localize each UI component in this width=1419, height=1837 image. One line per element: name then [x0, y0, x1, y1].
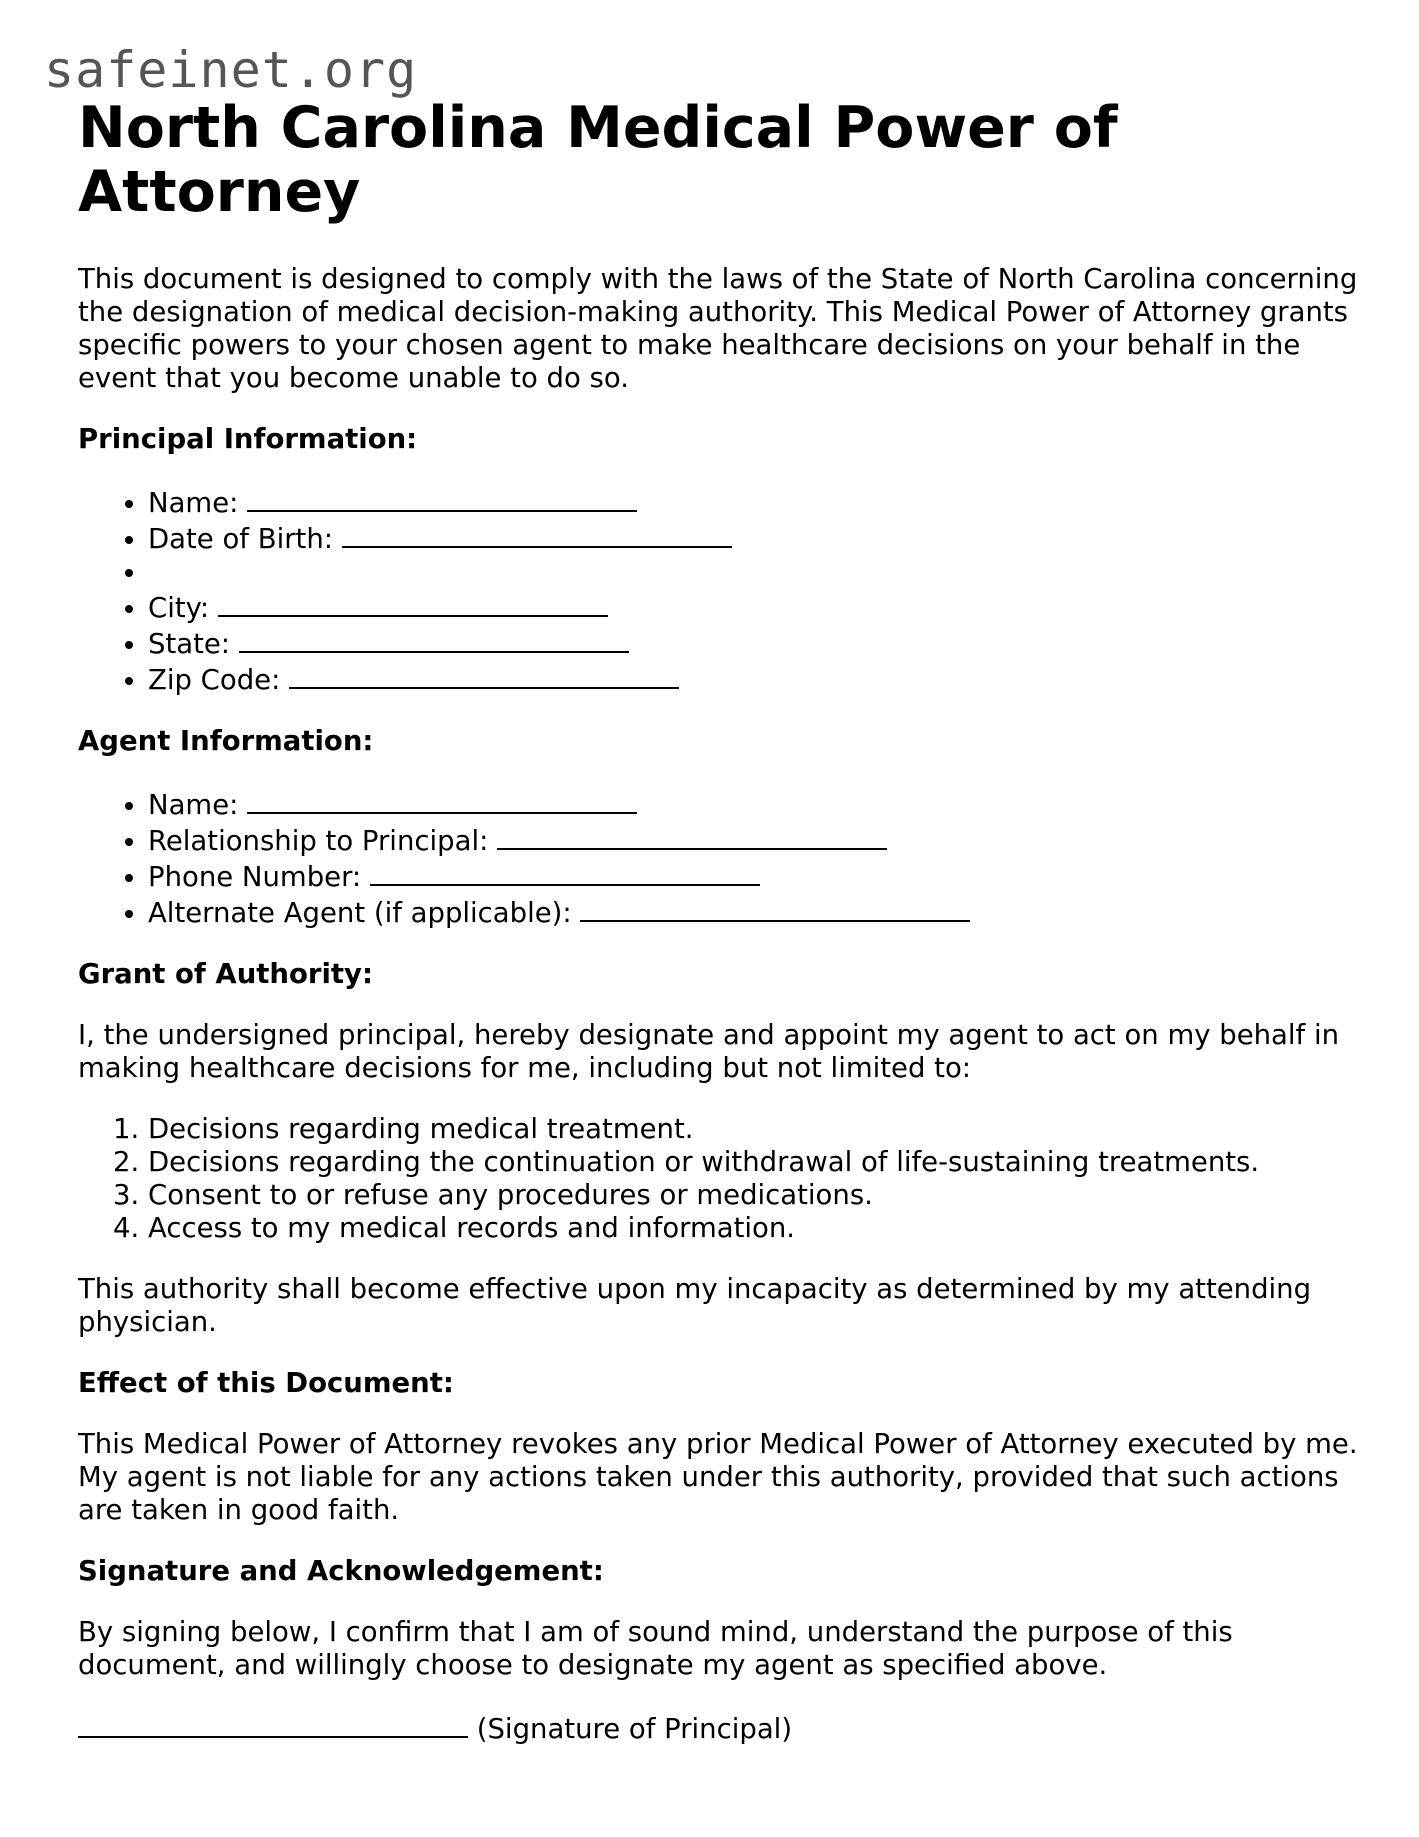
- agent-name-blank[interactable]: [247, 786, 637, 814]
- alternate-agent-blank[interactable]: [580, 894, 970, 922]
- grant-items-list: [78, 1113, 1368, 1245]
- signature-label: (Signature of Principal): [476, 1713, 793, 1745]
- principal-zip-blank[interactable]: [289, 661, 679, 689]
- effect-heading: Effect of this Document:: [78, 1367, 454, 1399]
- principal-dob-blank[interactable]: [342, 520, 732, 548]
- grant-item: 4. Access to my medical records and information.: [148, 1212, 1368, 1245]
- principal-zip-field: • Zip Code:: [148, 661, 1368, 697]
- grant-item: 2. Decisions regarding the continuation or withdrawal of life-sustaining treatments.: [148, 1146, 1368, 1179]
- grant-paragraph: I, the undersigned principal, hereby designate and appoint my agent to act on my behalf in making healthcare decisions for me, including but not limited to:: [78, 1019, 1340, 1084]
- intro-paragraph: This document is designed to comply with the laws of the State of North Carolina concerning the designation of medical decision-making authority. This Medical Power of Attorney grants specific powers to your chosen agent to make healthcare decisions on your behalf in the event that you become unable to do so.: [78, 263, 1358, 394]
- principal-state-field: • State:: [148, 625, 1368, 661]
- effect-paragraph: This Medical Power of Attorney revokes any prior Medical Power of Attorney executed by me. My agent is not liable for any actions taken under this authority, provided that such actions are taken in good faith.: [78, 1428, 1358, 1526]
- agent-heading: Agent Information:: [78, 725, 374, 757]
- principal-heading: Principal Information:: [78, 423, 418, 455]
- principal-fields-list: [78, 484, 1368, 697]
- signature-blank[interactable]: [78, 1710, 468, 1738]
- document-title: North Carolina Medical Power of Attorney: [78, 95, 1118, 225]
- grant-item: 1. Decisions regarding medical treatment.: [148, 1113, 1368, 1146]
- alternate-agent-field: • Alternate Agent (if applicable):: [148, 894, 1368, 930]
- grant-item: 3. Consent to or refuse any procedures or medications.: [148, 1179, 1368, 1212]
- signature-line-row: [78, 1710, 1368, 1746]
- agent-phone-field: • Phone Number:: [148, 858, 1368, 894]
- principal-state-blank[interactable]: [239, 625, 629, 653]
- principal-name-field: • Name:: [148, 484, 1368, 520]
- agent-name-field: • Name:: [148, 786, 1368, 822]
- agent-relationship-blank[interactable]: [497, 822, 887, 850]
- principal-dob-field: • Date of Birth:: [148, 520, 1368, 556]
- agent-fields-list: [78, 786, 1368, 930]
- principal-empty-item: [148, 556, 1368, 589]
- watermark: safeinet.org: [44, 41, 418, 99]
- grant-heading: Grant of Authority:: [78, 958, 373, 990]
- effective-paragraph: This authority shall become effective upon my incapacity as determined by my attending physician.: [78, 1273, 1312, 1338]
- principal-city-field: • City:: [148, 589, 1368, 625]
- agent-relationship-field: • Relationship to Principal:: [148, 822, 1368, 858]
- document-body: [78, 96, 1368, 1746]
- signature-heading: Signature and Acknowledgement:: [78, 1555, 604, 1587]
- principal-name-blank[interactable]: [247, 484, 637, 512]
- agent-phone-blank[interactable]: [370, 858, 760, 886]
- principal-city-blank[interactable]: [218, 589, 608, 617]
- signature-paragraph: By signing below, I confirm that I am of sound mind, understand the purpose of this document, and willingly choose to designate my agent as specified above.: [78, 1616, 1233, 1681]
